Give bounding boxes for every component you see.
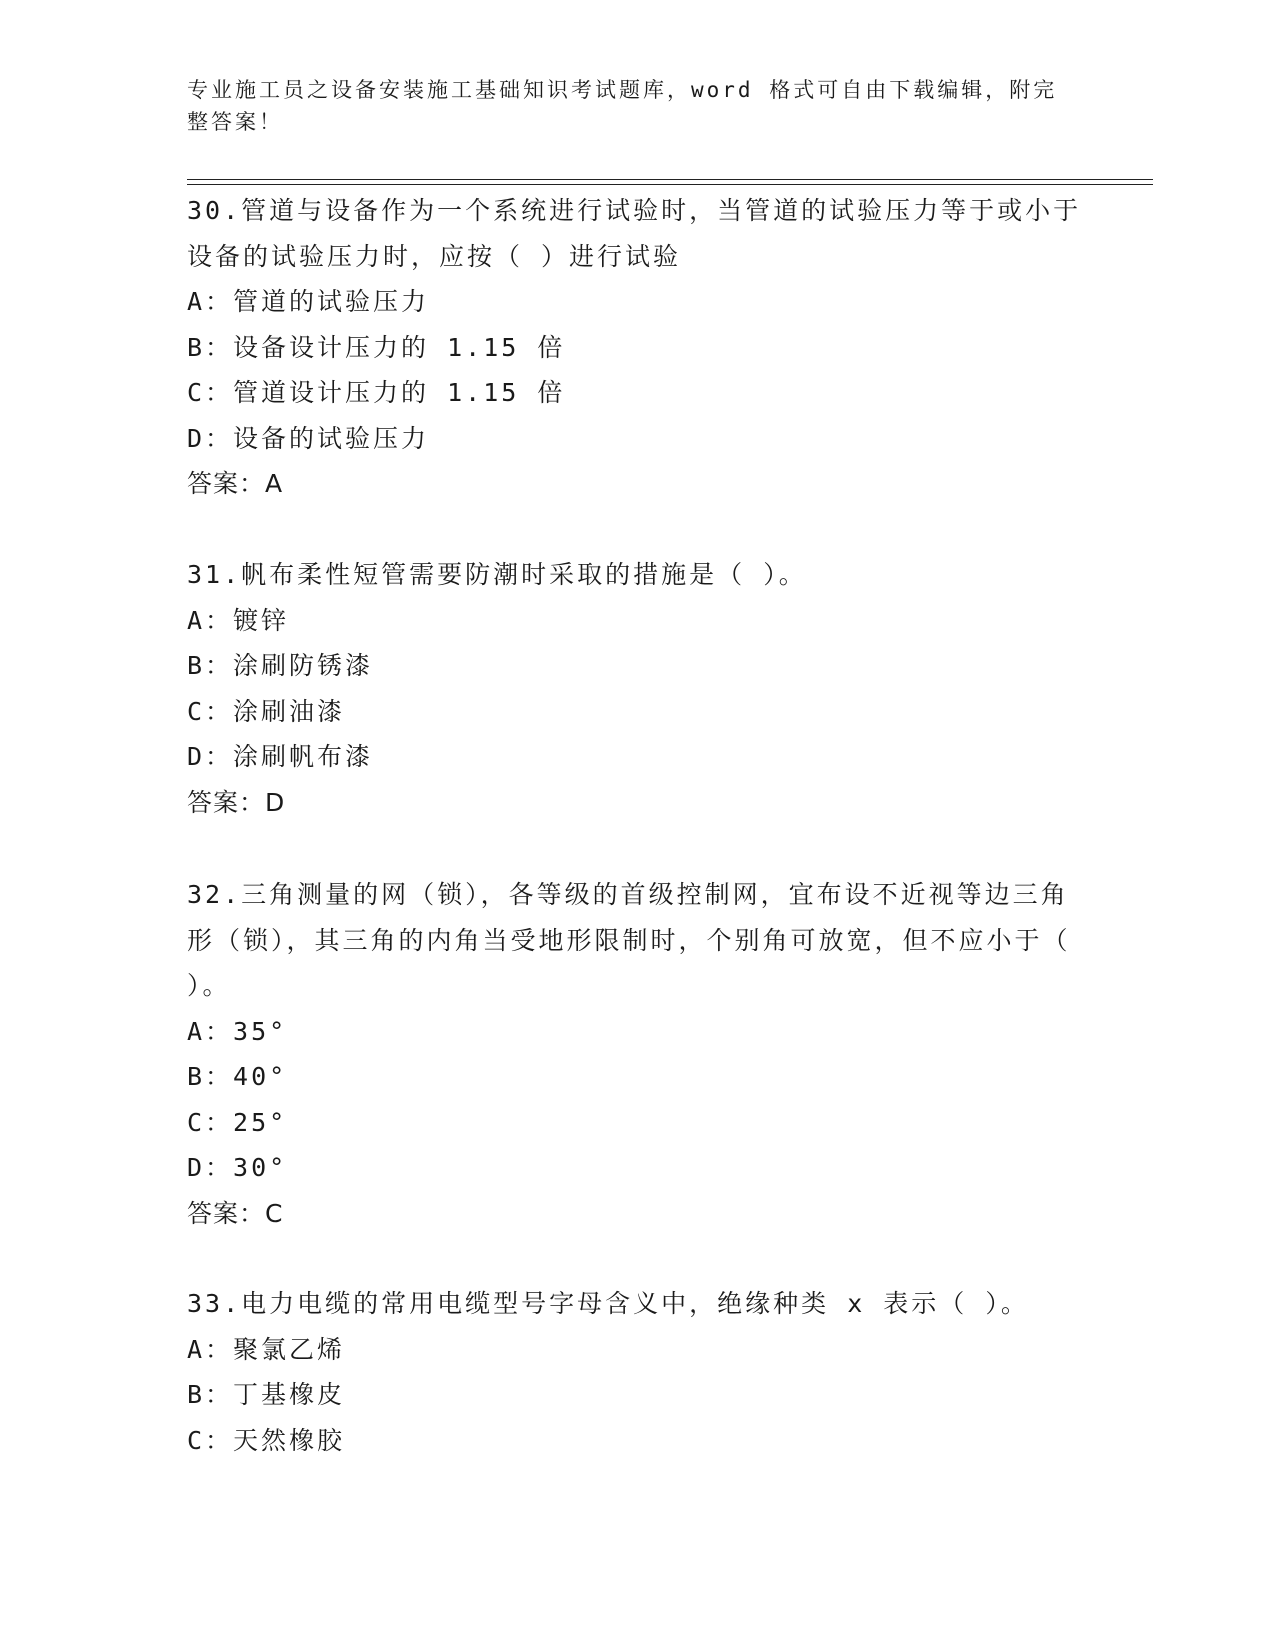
option-c: C：涂刷油漆	[187, 696, 346, 726]
option-b: B：丁基橡皮	[187, 1380, 346, 1409]
answer: 答案：C	[187, 1198, 284, 1228]
option-d: D：涂刷帆布漆	[187, 742, 374, 771]
option-b: B：40°	[187, 1062, 288, 1091]
question-stem: 31.帆布柔性短管需要防潮时采取的措施是（ ）。	[187, 560, 807, 589]
question-stem: 32.三角测量的网（锁），各等级的首级控制网，宜布设不近视等边三角形（锁），其三角的内角当受地形限制时，个别角可放宽，但不应小于（ ）。	[187, 880, 1071, 1000]
answer: 答案：D	[187, 787, 286, 817]
option-b: B：涂刷防锈漆	[187, 651, 374, 680]
answer: 答案：A	[187, 469, 284, 498]
question-stem: 30.管道与设备作为一个系统进行试验时，当管道的试验压力等于或小于设备的试验压力时，应按（ ）进行试验	[187, 196, 1082, 271]
header-divider-bottom	[187, 184, 1153, 185]
question-32	[187, 872, 1087, 1236]
question-30	[187, 188, 1087, 507]
header-divider-top	[187, 179, 1153, 180]
option-a: A：管道的试验压力	[187, 287, 430, 316]
option-c: C：天然橡胶	[187, 1425, 346, 1455]
question-stem: 33.电力电缆的常用电缆型号字母含义中，绝缘种类 x 表示（ ）。	[187, 1289, 1029, 1318]
option-d: D：设备的试验压力	[187, 423, 430, 453]
question-31	[187, 552, 1087, 825]
option-d: D：30°	[187, 1153, 288, 1182]
option-a: A：聚氯乙烯	[187, 1334, 346, 1364]
option-a: A：35°	[187, 1016, 288, 1046]
document-header: 专业施工员之设备安装施工基础知识考试题库，word 格式可自由下载编辑，附完整答案！	[187, 78, 1058, 134]
option-b: B：设备设计压力的 1.15 倍	[187, 332, 566, 362]
option-c: C：管道设计压力的 1.15 倍	[187, 378, 566, 407]
question-33	[187, 1281, 1087, 1463]
option-c: C：25°	[187, 1107, 288, 1137]
option-a: A：镀锌	[187, 605, 290, 635]
